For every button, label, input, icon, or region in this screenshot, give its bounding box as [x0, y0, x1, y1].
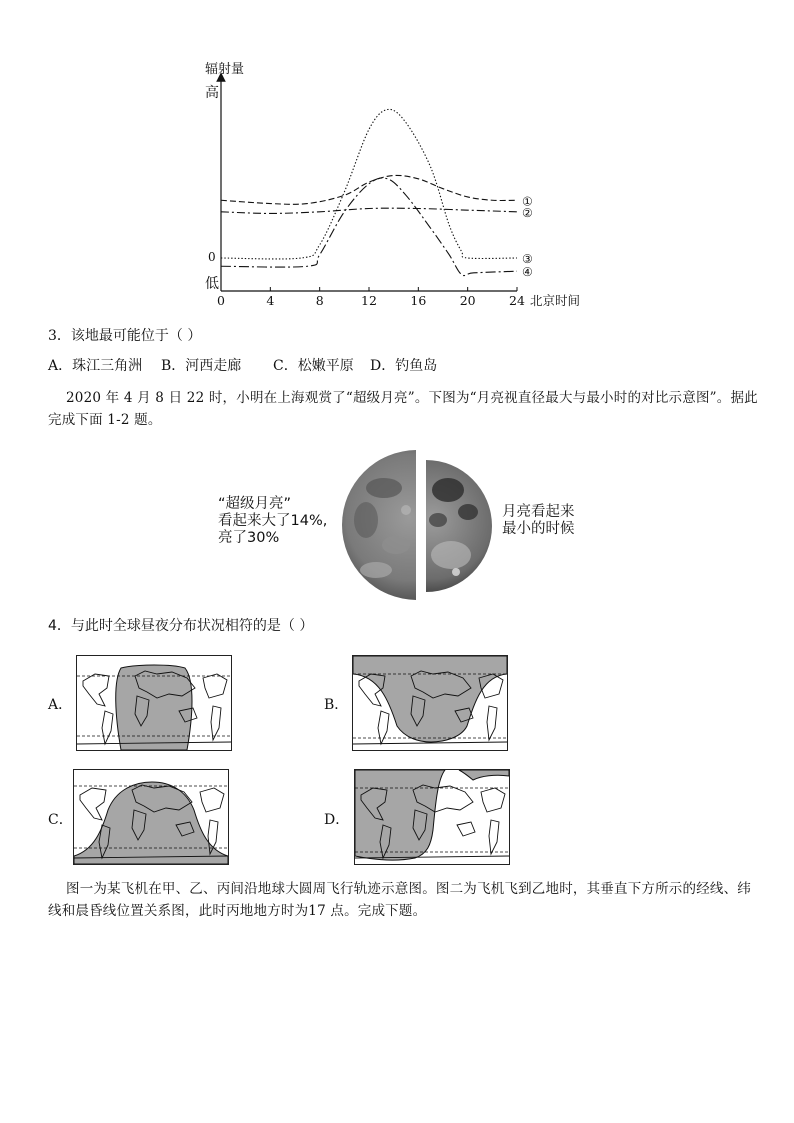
x-ticks	[217, 287, 525, 308]
series-label-4: ④	[522, 265, 533, 280]
moon-left-caption	[218, 496, 327, 547]
series-label-2: ②	[522, 205, 533, 220]
x-tick-label: 12	[361, 293, 377, 308]
series-label-3: ③	[522, 252, 533, 266]
q3-option-b: B．河西走廊	[161, 358, 242, 374]
x-tick-label: 24	[509, 293, 525, 308]
q4-label-d: D．	[324, 812, 350, 828]
q4-label-c: C．	[48, 812, 73, 828]
x-tick-label: 16	[410, 293, 427, 308]
q4-label-a: A．	[48, 697, 73, 713]
series-line-4	[221, 178, 517, 276]
y-axis-title: 辐射量	[205, 62, 245, 77]
moon-comparison-image	[336, 450, 496, 602]
q3-option-a: A．珠江三角洲	[48, 358, 143, 374]
y-tick-low: 低	[205, 276, 219, 292]
q4-stem: 4．与此时全球昼夜分布状况相符的是（ ）	[48, 618, 314, 634]
world-map-a	[77, 656, 231, 750]
y-tick-zero: 0	[208, 250, 216, 264]
x-tick-label: 0	[217, 293, 225, 308]
option-b-map[interactable]	[352, 655, 508, 751]
world-map-c	[74, 770, 228, 864]
intro-paragraph-2: 图一为某飞机在甲、乙、丙间沿地球大圆周飞行轨迹示意图。图二为飞机飞到乙地时，其垂直下方所示的经线、纬线和晨昏线位置关系图，此时丙地地方时为17 点。完成下题。	[48, 881, 751, 919]
series-line-2	[221, 208, 517, 213]
x-tick-label: 4	[266, 293, 275, 308]
y-tick-high: 高	[205, 85, 219, 101]
intro-paragraph-1: 2020 年 4 月 8 日 22 时，小明在上海观赏了“超级月亮”。下图为“月亮视直径最大与最小时的对比示意图”。据此完成下面 1-2 题。	[48, 390, 758, 428]
x-tick-label: 20	[459, 293, 476, 308]
q3-stem: 3．该地最可能位于（ ）	[48, 328, 202, 344]
moon-left-caption-line: “超级月亮”	[218, 496, 292, 512]
world-map-b	[353, 656, 507, 750]
moon-right-caption-line: 最小的时候	[502, 521, 575, 537]
x-tick-label: 8	[315, 293, 324, 308]
q4-label-b: B．	[324, 697, 349, 713]
moon-right-caption	[502, 504, 575, 538]
moon-left-caption-line: 看起来大了14%,	[218, 513, 328, 529]
series-line-3	[221, 109, 517, 259]
moon-left-caption-line: 亮了30%	[218, 530, 280, 546]
x-axis-title: 北京时间	[530, 293, 581, 308]
chart-series	[221, 109, 533, 279]
series-line-1	[221, 175, 517, 204]
radiation-chart	[190, 55, 610, 315]
q3-option-d: D．钓鱼岛	[370, 358, 438, 374]
option-a-map[interactable]	[76, 655, 232, 751]
q3-option-c: C．松嫩平原	[273, 358, 354, 374]
option-d-map[interactable]	[354, 769, 510, 865]
moon-right-caption-line: 月亮看起来	[502, 504, 575, 520]
world-map-d	[355, 770, 509, 864]
option-c-map[interactable]	[73, 769, 229, 865]
series-label-1: ①	[522, 194, 533, 209]
